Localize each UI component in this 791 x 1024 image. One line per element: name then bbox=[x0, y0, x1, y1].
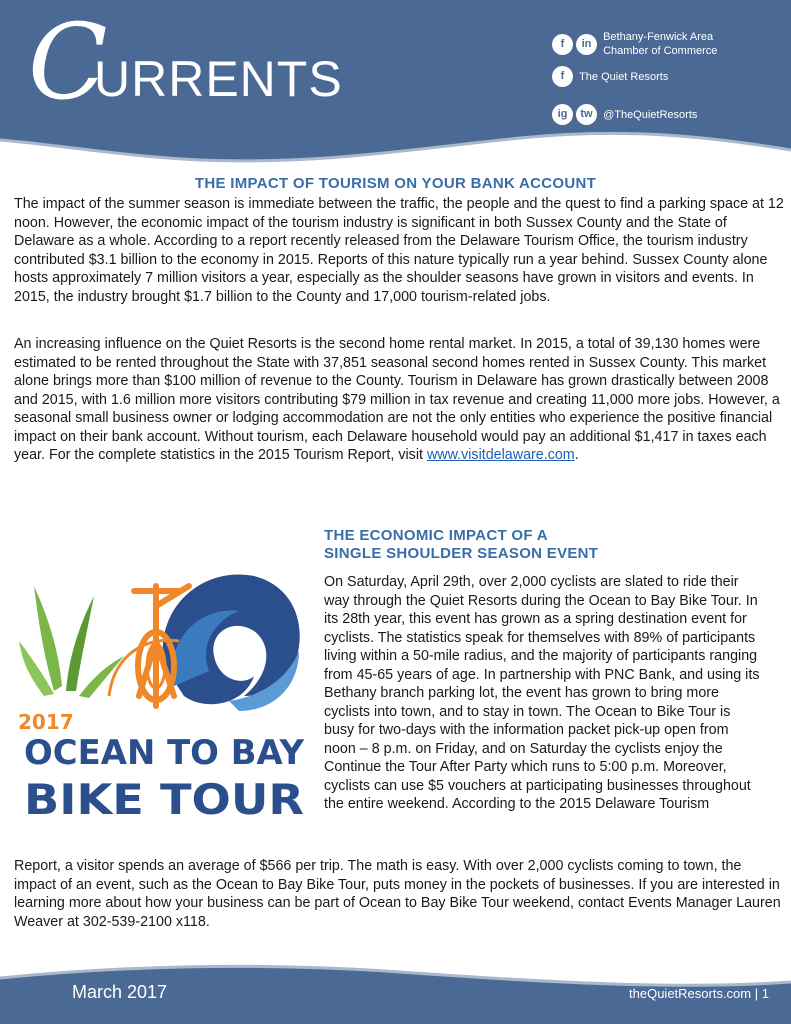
article-event-title bbox=[324, 527, 598, 563]
social-chamber[interactable] bbox=[552, 30, 717, 58]
instagram-icon[interactable]: ig bbox=[552, 104, 573, 125]
masthead bbox=[0, 0, 791, 170]
article-tourism-paragraph-2-end: . bbox=[574, 447, 579, 463]
logo-text: URRENTS bbox=[94, 51, 343, 107]
article-event-paragraph-2: Report, a visitor spends an average of $566 per trip. The math is easy. With over 2,000 cyclists coming to town, the impact of an event, such as the Ocean to Bay Bike Tour, puts money in the pockets of businesses. If you are interested in learning more about how your business can be part of Ocean to Bay Bike Tour weekend, contact Events Manager Lauren Weaver at 302-539-2100 x118. bbox=[14, 858, 781, 930]
social-chamber-label bbox=[603, 30, 717, 58]
article-event-title-line2: SINGLE SHOULDER SEASON EVENT bbox=[324, 545, 599, 562]
footer-separator: | bbox=[754, 986, 759, 1001]
facebook-icon[interactable]: f bbox=[552, 66, 573, 87]
logo-line2: BIKE TOUR bbox=[24, 775, 304, 824]
logo-year: 2017 bbox=[18, 710, 74, 734]
social-chamber-line1: Bethany-Fenwick Area bbox=[603, 31, 714, 43]
logo-big-c: C bbox=[28, 1, 108, 123]
article-event-paragraph-1: On Saturday, April 29th, over 2,000 cyclists are slated to ride their way through the Quiet Resorts during the Ocean to Bay Bike Tour. In its 28th year, this event has grown as a spring destination event for cyclists. The statistics speak for themselves with 89% of participants living within a 50-mile radius, and the majority of participants ranging from 45-65 years of age. In partnership with PNC Bank, and using its Bethany branch parking lot, the event has grown to bring more cyclists into town, and to stay in town. The Ocean to Bike Tour is busy for two-days with the information packet pick-up open from noon – 8 p.m. on Friday, and on Saturday the cyclists enjoy the Continue the Tour After Party which runs to 5:00 p.m. Moreover, cyclists can use $5 vouchers at participating businesses throughout the entire weekend. According to the 2015 Delaware Tourism bbox=[324, 574, 760, 812]
article-tourism-paragraph-2-text: An increasing influence on the Quiet Resorts is the second home rental market. In 2015, a total of 39,130 homes were estimated to be rented throughout the State with 37,851 seasonal second homes rented in Sussex County. This market alone brings more than $100 million of revenue to the County. Tourism in Delaware has grown drastically between 2008 and 2015, with 1.6 million more visitors contributing $79 million in tax revenue and creating 11,000 more jobs. However, a seasonal small business owner or lodging accommodation are not the only entities who experience the positive financial impact on their bank account. Without tourism, each Delaware household would pay an additional $1,417 in taxes each year. For the complete statistics in the 2015 Tourism Report, visit bbox=[14, 336, 780, 463]
page-number: 1 bbox=[761, 986, 769, 1001]
facebook-icon[interactable]: f bbox=[552, 34, 573, 55]
social-handle[interactable] bbox=[552, 104, 697, 125]
article-tourism-paragraph-2 bbox=[14, 335, 784, 465]
website-text: theQuietResorts.com bbox=[629, 986, 752, 1001]
social-chamber-line2: Chamber of Commerce bbox=[603, 45, 718, 57]
article-tourism-paragraph-1: The impact of the summer season is immediate between the traffic, the people and the quest to find a parking space at 12 noon. However, the economic impact of the tourism industry is significant in both Sussex County and the State of Delaware as a whole. According to a report recently released from the Delaware Tourism Office, the tourism industry contributed $3.1 billion to the economy in 2015. Reports of this nature typically run a year behind. Sussex County alone hosts approximately 7 million visitors a year, especially as the shoulder seasons have grown in visitors and events. In 2015, the industry brought $1.7 billion to the County and 17,000 tourism-related jobs. bbox=[14, 196, 784, 305]
article-tourism-title: THE IMPACT OF TOURISM ON YOUR BANK ACCOUNT bbox=[194, 175, 597, 192]
ocean-to-bay-bike-tour-logo bbox=[14, 546, 314, 846]
footer-site bbox=[629, 986, 769, 1001]
issue-date: March 2017 bbox=[72, 982, 168, 1002]
visitdelaware-link[interactable]: www.visitdelaware.com bbox=[426, 447, 575, 463]
logo-line1: OCEAN TO BAY bbox=[24, 733, 305, 773]
social-quiet-resorts[interactable] bbox=[552, 66, 668, 87]
social-quiet-resorts-label: The Quiet Resorts bbox=[579, 70, 669, 83]
social-handle-label: @TheQuietResorts bbox=[603, 108, 698, 121]
linkedin-icon[interactable]: in bbox=[576, 34, 597, 55]
twitter-icon[interactable]: tw bbox=[576, 104, 597, 125]
article-event-title-line1: THE ECONOMIC IMPACT OF A bbox=[324, 527, 548, 544]
